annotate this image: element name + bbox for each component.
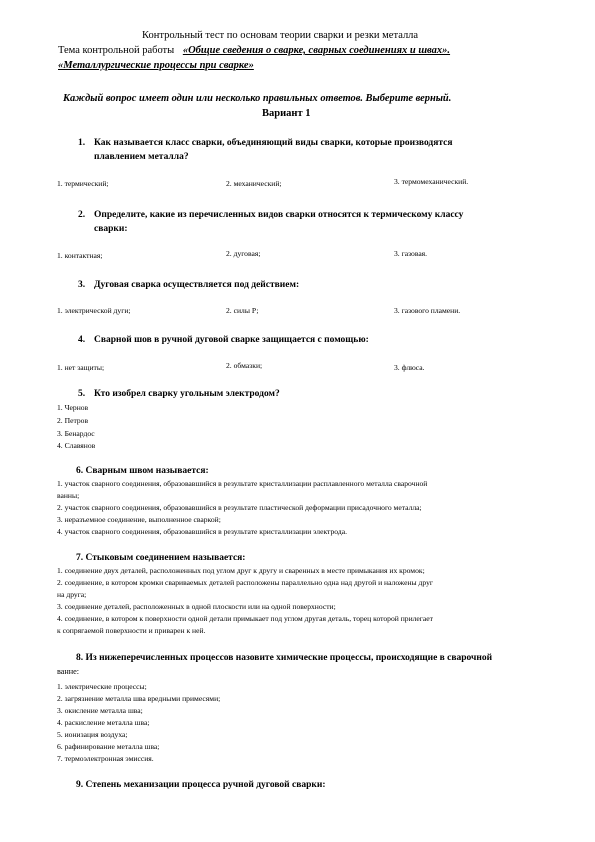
answer-option: 1. термический; — [57, 179, 109, 188]
answer-option: 1. электрические процессы; — [57, 682, 147, 691]
variant-label: Вариант 1 — [262, 108, 311, 119]
answer-option: 1. электрической дуги; — [57, 306, 131, 315]
answer-option: 7. термоэлектронная эмиссия. — [57, 754, 154, 763]
answer-option: 1. нет защиты; — [57, 363, 105, 372]
answer-option-continued: к сопрягаемой поверхности и приварен к ней. — [57, 626, 206, 635]
question-text: Сварной шов в ручной дуговой сварке защищается с помощью: — [94, 335, 369, 345]
question-text: Определите, какие из перечисленных видов сварки относятся к термическому классу — [94, 210, 464, 220]
question-2-line2: сварки: — [94, 224, 128, 234]
answer-option: 3. соединение деталей, расположенных в одной плоскости или на одной поверхности; — [57, 602, 336, 611]
question-9: 9. Степень механизации процесса ручной дуговой сварки: — [76, 780, 326, 790]
question-1 — [78, 138, 453, 149]
answer-option-continued: ванны; — [57, 491, 80, 500]
question-4 — [78, 335, 369, 346]
answer-option: 2. Петров — [57, 416, 89, 425]
question-number: 3. — [78, 280, 86, 290]
answer-option: 4. участок сварного соединения, образовавшийся в результате кристаллизации электрода. — [57, 527, 347, 536]
question-number: 1. — [78, 138, 86, 148]
question-number: 2. — [78, 210, 86, 220]
answer-option: 1. участок сварного соединения, образовавшийся в результате кристаллизации расплавленного металла сварочной — [57, 479, 428, 488]
question-3 — [78, 280, 299, 291]
answer-option: 1. контактная; — [57, 251, 103, 260]
theme-part1: «Общие сведения о сварке, сварных соединениях и швах». — [182, 45, 451, 56]
answer-option: 4. Славянов — [57, 441, 96, 450]
theme-label: Тема контрольной работы — [58, 45, 175, 56]
answer-option: 1. соединение двух деталей, расположенных под углом друг к другу и сваренных в месте примыкания их кромок; — [57, 566, 425, 575]
question-text: Кто изобрел сварку угольным электродом? — [94, 389, 280, 399]
answer-option: 1. Чернов — [57, 403, 89, 412]
instruction-text: Каждый вопрос имеет один или несколько правильных ответов. Выберите верный. — [63, 93, 452, 104]
answer-option: 2. соединение, в котором кромки свариваемых деталей расположены параллельно одна над другой и наложены друг — [57, 578, 433, 587]
document-title: Контрольный тест по основам теории сварки и резки металла — [142, 30, 419, 41]
answer-option: 2. дуговая; — [226, 249, 261, 258]
question-8: 8. Из нижеперечисленных процессов назовите химические процессы, происходящие в сварочной — [76, 653, 493, 663]
answer-option: 3. Бенардос — [57, 429, 95, 438]
question-8-line2: ванне: — [57, 667, 80, 676]
answer-option: 2. механический; — [226, 179, 282, 188]
question-5 — [78, 389, 280, 400]
question-7: 7. Стыковым соединением называется: — [76, 553, 246, 563]
question-text: Дуговая сварка осуществляется под действием: — [94, 280, 300, 290]
answer-option: 2. силы Р; — [226, 306, 259, 315]
answer-option: 6. рафинирование металла шва; — [57, 742, 160, 751]
answer-option: 5. ионизация воздуха; — [57, 730, 128, 739]
answer-option: 3. неразъемное соединение, выполненное сваркой; — [57, 515, 221, 524]
answer-option: 2. обмазки; — [226, 361, 263, 370]
answer-option: 4. соединение, в котором к поверхности одной детали примыкает под углом другая деталь, торец которой прилегает — [57, 614, 433, 623]
question-6: 6. Сварным швом называется: — [76, 466, 209, 476]
answer-option: 2. загрязнение металла шва вредными примесями; — [57, 694, 221, 703]
question-number: 5. — [78, 389, 86, 399]
theme-part2: «Металлургические процессы при сварке» — [58, 60, 254, 71]
question-1-line2: плавлением металла? — [94, 152, 189, 162]
question-number: 4. — [78, 335, 86, 345]
answer-option: 4. раскисление металла шва; — [57, 718, 150, 727]
answer-option: 3. газовая. — [394, 249, 428, 258]
answer-option: 3. газового пламени. — [394, 306, 461, 315]
answer-option-continued: на друга; — [57, 590, 87, 599]
answer-option: 3. термомеханический. — [394, 177, 469, 186]
question-2 — [78, 210, 463, 221]
answer-option: 2. участок сварного соединения, образовавшийся в результате пластической деформации присадочного металла; — [57, 503, 422, 512]
answer-option: 3. окисление металла шва; — [57, 706, 143, 715]
theme-line — [58, 45, 468, 57]
answer-option: 3. флюса. — [394, 363, 425, 372]
question-text: Как называется класс сварки, объединяющий виды сварки, которые производятся — [94, 138, 453, 148]
